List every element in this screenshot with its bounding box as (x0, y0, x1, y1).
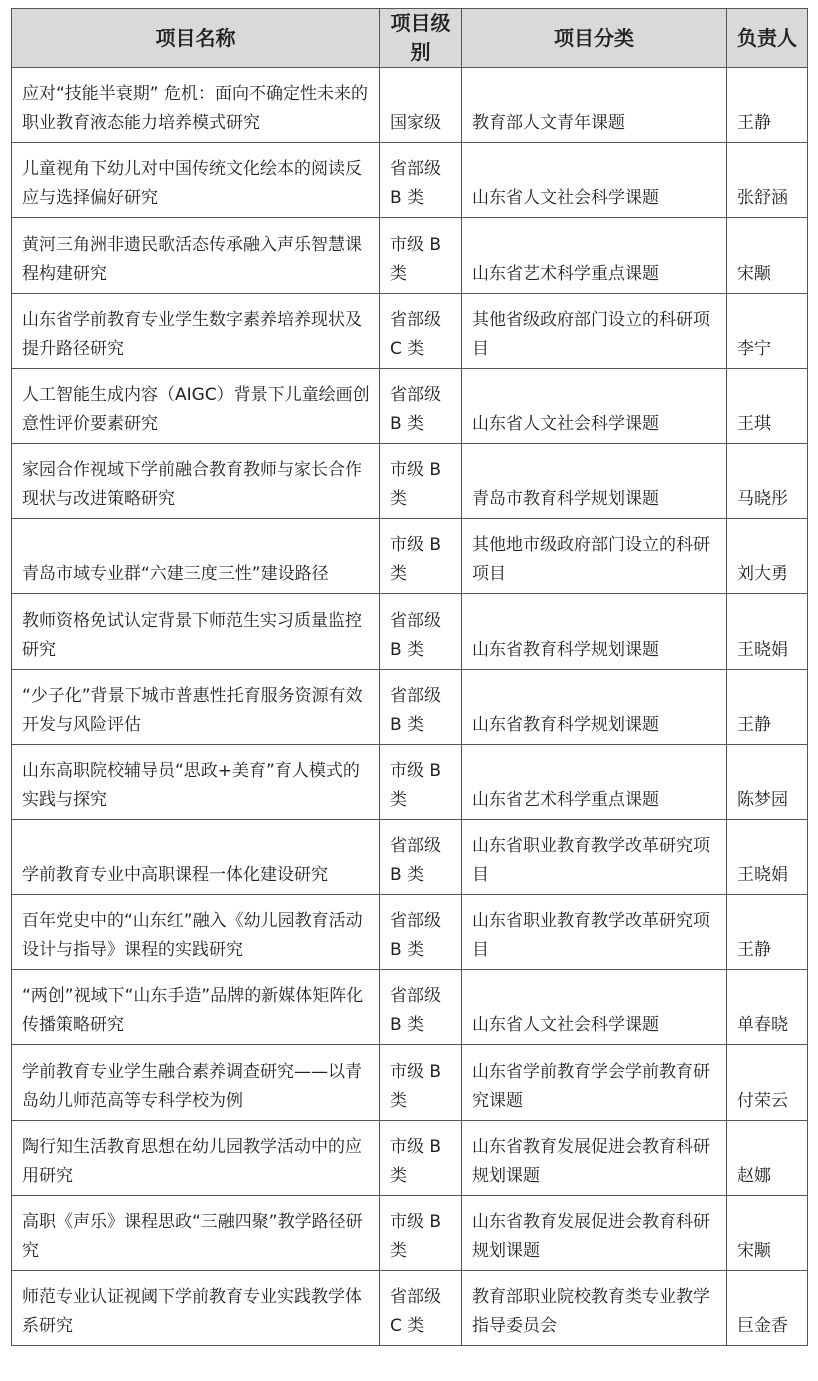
cell-project-category: 山东省人文社会科学课题 (462, 970, 727, 1045)
cell-project-level: 市级 B 类 (380, 218, 462, 293)
cell-project-category: 青岛市教育科学规划课题 (462, 443, 727, 518)
header-project-level: 项目级别 (380, 9, 462, 68)
cell-project-name: 黄河三角洲非遗民歌活态传承融入声乐智慧课程构建研究 (12, 218, 380, 293)
table-row (12, 744, 808, 819)
cell-project-level: 省部级 B 类 (380, 143, 462, 218)
cell-leader: 宋颙 (727, 1195, 808, 1270)
table-row (12, 895, 808, 970)
cell-project-category: 山东省职业教育教学改革研究项目 (462, 895, 727, 970)
projects-table (11, 8, 808, 1346)
cell-project-name: 山东高职院校辅导员“思政+美育”育人模式的实践与探究 (12, 744, 380, 819)
cell-project-category: 山东省人文社会科学课题 (462, 143, 727, 218)
table-row (12, 443, 808, 518)
cell-project-level: 国家级 (380, 68, 462, 143)
table-row (12, 819, 808, 894)
cell-leader: 马晓彤 (727, 443, 808, 518)
cell-leader: 王琪 (727, 368, 808, 443)
cell-project-category: 山东省学前教育学会学前教育研究课题 (462, 1045, 727, 1120)
table-row (12, 218, 808, 293)
cell-project-name: 青岛市域专业群“六建三度三性”建设路径 (12, 519, 380, 594)
cell-project-name: 山东省学前教育专业学生数字素养培养现状及提升路径研究 (12, 293, 380, 368)
cell-project-level: 省部级 B 类 (380, 368, 462, 443)
cell-project-category: 山东省教育发展促进会教育科研规划课题 (462, 1120, 727, 1195)
cell-project-name: 学前教育专业中高职课程一体化建设研究 (12, 819, 380, 894)
cell-leader: 王晓娟 (727, 819, 808, 894)
cell-leader: 王静 (727, 895, 808, 970)
cell-leader: 王晓娟 (727, 594, 808, 669)
table-row (12, 293, 808, 368)
table-row (12, 68, 808, 143)
cell-project-category: 山东省职业教育教学改革研究项目 (462, 819, 727, 894)
table-row (12, 594, 808, 669)
cell-project-name: 家园合作视域下学前融合教育教师与家长合作现状与改进策略研究 (12, 443, 380, 518)
cell-project-level: 市级 B 类 (380, 519, 462, 594)
cell-leader: 付荣云 (727, 1045, 808, 1120)
cell-project-category: 其他省级政府部门设立的科研项目 (462, 293, 727, 368)
cell-project-name: 应对“技能半衰期” 危机：面向不确定性未来的职业教育液态能力培养模式研究 (12, 68, 380, 143)
cell-project-category: 其他地市级政府部门设立的科研项目 (462, 519, 727, 594)
cell-project-level: 市级 B 类 (380, 1195, 462, 1270)
cell-project-level: 市级 B 类 (380, 1120, 462, 1195)
cell-leader: 赵娜 (727, 1120, 808, 1195)
cell-project-category: 教育部职业院校教育类专业教学指导委员会 (462, 1271, 727, 1346)
cell-project-category: 山东省教育科学规划课题 (462, 594, 727, 669)
cell-leader: 王静 (727, 68, 808, 143)
cell-project-name: 师范专业认证视阈下学前教育专业实践教学体系研究 (12, 1271, 380, 1346)
cell-project-level: 市级 B 类 (380, 443, 462, 518)
header-leader: 负责人 (727, 9, 808, 68)
cell-project-level: 省部级 C 类 (380, 1271, 462, 1346)
cell-project-level: 省部级 B 类 (380, 895, 462, 970)
cell-project-name: 学前教育专业学生融合素养调查研究——以青岛幼儿师范高等专科学校为例 (12, 1045, 380, 1120)
table-row (12, 669, 808, 744)
cell-project-level: 省部级 B 类 (380, 669, 462, 744)
cell-project-name: “少子化”背景下城市普惠性托育服务资源有效开发与风险评估 (12, 669, 380, 744)
cell-project-category: 山东省人文社会科学课题 (462, 368, 727, 443)
cell-project-category: 教育部人文青年课题 (462, 68, 727, 143)
cell-project-category: 山东省教育科学规划课题 (462, 669, 727, 744)
table-row (12, 1045, 808, 1120)
cell-project-category: 山东省教育发展促进会教育科研规划课题 (462, 1195, 727, 1270)
cell-leader: 陈梦园 (727, 744, 808, 819)
cell-project-name: 百年党史中的“山东红”融入《幼儿园教育活动设计与指导》课程的实践研究 (12, 895, 380, 970)
cell-project-name: 陶行知生活教育思想在幼儿园教学活动中的应用研究 (12, 1120, 380, 1195)
cell-project-name: 教师资格免试认定背景下师范生实习质量监控研究 (12, 594, 380, 669)
table-row (12, 1271, 808, 1346)
table-row (12, 368, 808, 443)
cell-project-name: 人工智能生成内容（AIGC）背景下儿童绘画创意性评价要素研究 (12, 368, 380, 443)
cell-leader: 单春晓 (727, 970, 808, 1045)
cell-leader: 王静 (727, 669, 808, 744)
table-row (12, 519, 808, 594)
cell-project-name: 儿童视角下幼儿对中国传统文化绘本的阅读反应与选择偏好研究 (12, 143, 380, 218)
header-project-name: 项目名称 (12, 9, 380, 68)
table-row (12, 1195, 808, 1270)
table-row (12, 970, 808, 1045)
cell-leader: 张舒涵 (727, 143, 808, 218)
header-project-category: 项目分类 (462, 9, 727, 68)
cell-project-category: 山东省艺术科学重点课题 (462, 744, 727, 819)
cell-project-name: “两创”视域下“山东手造”品牌的新媒体矩阵化传播策略研究 (12, 970, 380, 1045)
header-row (12, 9, 808, 68)
cell-leader: 刘大勇 (727, 519, 808, 594)
cell-leader: 李宁 (727, 293, 808, 368)
cell-project-level: 市级 B 类 (380, 1045, 462, 1120)
table-row (12, 143, 808, 218)
cell-project-level: 市级 B 类 (380, 744, 462, 819)
cell-project-category: 山东省艺术科学重点课题 (462, 218, 727, 293)
cell-project-name: 高职《声乐》课程思政“三融四聚”教学路径研究 (12, 1195, 380, 1270)
table-body (12, 68, 808, 1346)
cell-leader: 宋颙 (727, 218, 808, 293)
cell-project-level: 省部级 C 类 (380, 293, 462, 368)
table-row (12, 1120, 808, 1195)
cell-project-level: 省部级 B 类 (380, 819, 462, 894)
cell-project-level: 省部级 B 类 (380, 970, 462, 1045)
cell-project-level: 省部级 B 类 (380, 594, 462, 669)
cell-leader: 巨金香 (727, 1271, 808, 1346)
